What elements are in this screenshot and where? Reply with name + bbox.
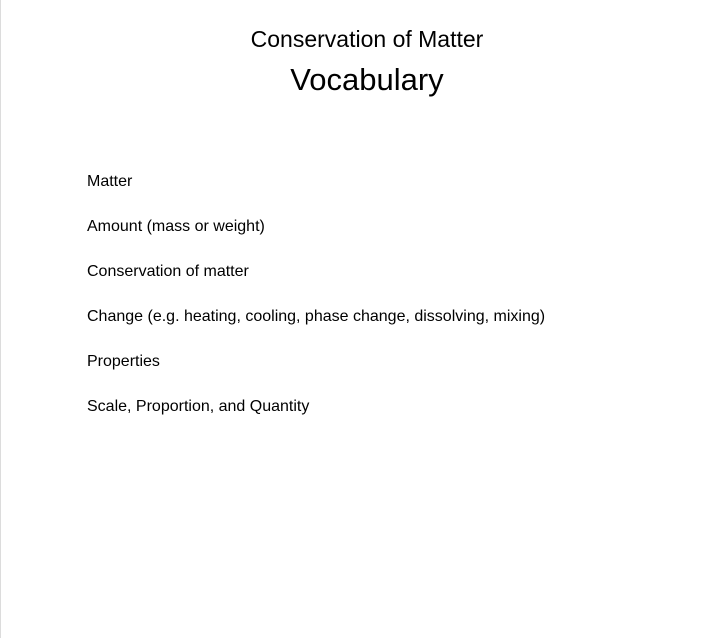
document-title: Vocabulary	[290, 62, 444, 97]
vocabulary-term: Scale, Proportion, and Quantity	[87, 398, 310, 415]
document-subtitle: Conservation of Matter	[250, 26, 484, 52]
vocabulary-term: Conservation of matter	[87, 263, 249, 280]
vocabulary-term: Amount (mass or weight)	[87, 218, 265, 235]
vocabulary-term: Matter	[87, 173, 133, 190]
vocabulary-list	[87, 172, 545, 442]
vocabulary-term: Properties	[87, 353, 160, 370]
vocabulary-term: Change (e.g. heating, cooling, phase change, dissolving, mixing)	[87, 308, 546, 325]
